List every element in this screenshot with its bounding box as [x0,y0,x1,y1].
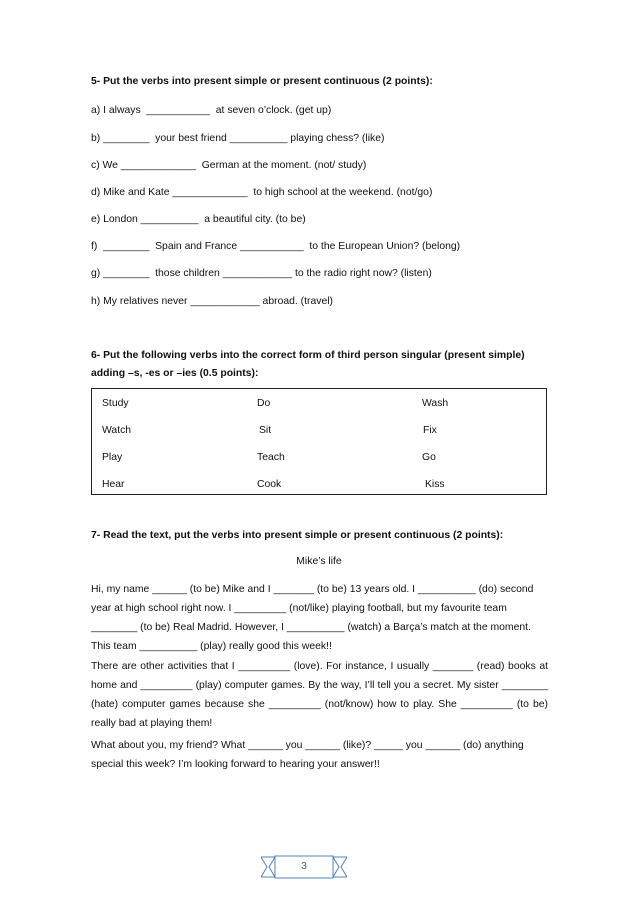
exercise-item: c) We _____________ German at the moment. (not/ study) [91,160,367,171]
table-cell: Fix [423,425,437,436]
table-cell: Study [102,398,129,409]
section6-heading-line1: 6- Put the following verbs into the correct form of third person singular (present simple) [91,350,525,361]
reading-paragraph: There are other activities that I _________ (love). For instance, I usually _______ (read) books at home and _________ (play) computer games. By the way, I’ll tell you a secret. My sister ________ (hate) computer games because she _________ (not/know) how to play. She _________ (to be) really bad at playing them! [91,661,548,729]
page-number-badge [261,855,347,879]
table-cell: Kiss [425,479,445,490]
reading-paragraph: What about you, my friend? What ______ you ______ (like)? _____ you ______ (do) anything special this week? I’m looking forward to hearing your answer!! [91,740,524,770]
exercise-item: b) ________ your best friend __________ playing chess? (like) [91,133,385,144]
exercise-item: e) London __________ a beautiful city. (to be) [91,214,306,225]
exercise-item: h) My relatives never ____________ abroad. (travel) [91,296,334,307]
exercise-item: d) Mike and Kate _____________ to high school at the weekend. (not/go) [91,187,433,198]
table-cell: Do [257,398,271,409]
reading-title: Mike’s life [296,556,342,567]
section7-heading: 7- Read the text, put the verbs into present simple or present continuous (2 points): [91,530,504,541]
exercise-item: a) I always ___________ at seven o’clock. (get up) [91,105,332,116]
table-cell: Hear [102,479,125,490]
page-number: 3 [301,861,307,872]
table-cell: Sit [259,425,272,436]
table-cell: Wash [422,398,449,409]
verbs-table [91,388,547,495]
section6-heading-line2: adding –s, -es or –ies (0.5 points): [91,368,259,379]
reading-paragraph: Hi, my name ______ (to be) Mike and I _______ (to be) 13 years old. I __________ (do) second year at high school right now. I _________ (not/like) playing football, but my favourite team ________ (to be) Real Madrid. However, I __________ (watch) a Barça’s match at the moment. This team __________ (play) really good this week!! [91,584,534,652]
section5-heading: 5- Put the verbs into present simple or present continuous (2 points): [91,76,433,87]
table-cell: Go [422,452,436,463]
table-cell: Play [102,452,123,463]
table-cell: Cook [257,479,282,490]
table-cell: Watch [102,425,132,436]
exercise-item: f) ________ Spain and France ___________ to the European Union? (belong) [91,241,461,252]
table-cell: Teach [257,452,285,463]
exercise-item: g) ________ those children ____________ to the radio right now? (listen) [91,268,432,279]
